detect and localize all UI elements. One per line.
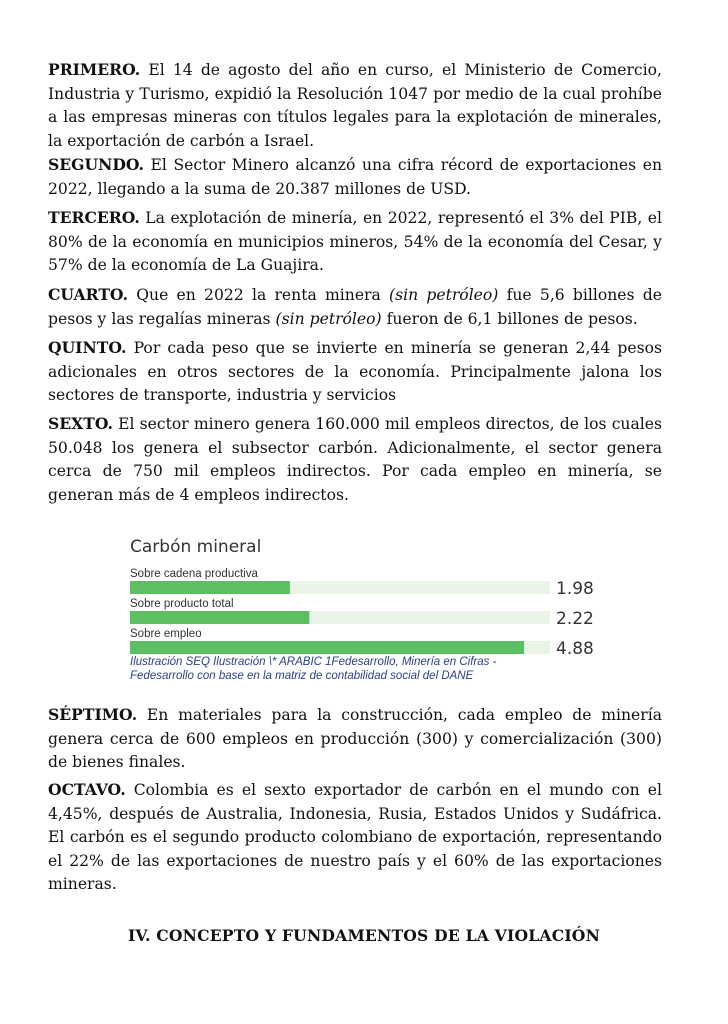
bar xyxy=(130,641,524,654)
paragraph-septimo xyxy=(48,703,662,775)
paragraph-label: CUARTO. xyxy=(48,285,129,304)
paragraph-text: Que en 2022 la renta minera xyxy=(128,286,390,304)
paragraph-tercero xyxy=(48,206,662,278)
paragraph-text: La explotación de minería, en 2022, representó el 3% del PIB, el 80% de la economía en municipios mineros, 54% de la economía del Cesar, y 57% de la economía de La Guajira. xyxy=(48,209,662,275)
paragraph-segundo xyxy=(48,153,662,201)
section-heading: IV. CONCEPTO Y FUNDAMENTOS DE LA VIOLACIÓN xyxy=(127,926,601,945)
paragraph-label: QUINTO. xyxy=(48,338,127,357)
chart-title: Carbón mineral xyxy=(130,537,262,557)
figure-caption: Ilustración SEQ Ilustración \* ARABIC 1Fedesarrollo, Minería en Cifras - Fedesarrollo con base en la matriz de contabilidad social del DANE xyxy=(130,656,497,682)
chart-canvas xyxy=(126,533,594,655)
paragraph-label: OCTAVO. xyxy=(48,780,126,799)
paragraph-text: Colombia es el sexto exportador de carbón en el mundo con el 4,45%, después de Australia, Indonesia, Rusia, Estados Unidos y Sudáfrica. El carbón es el segundo producto colombiano de exportación, representando el 22% de las exportaciones de nuestro país y el 60% de las exportaciones mineras. xyxy=(48,781,662,894)
category-label: Sobre producto total xyxy=(130,598,234,610)
category-label: Sobre cadena productiva xyxy=(130,568,258,580)
paragraph-text: fue 5,6 billones de pesos y las regalías mineras xyxy=(48,286,662,328)
paragraph-text: En materiales para la construcción, cada empleo de minería genera cerca de 600 empleos en producción (300) y comercialización (300) de bienes finales. xyxy=(48,706,662,772)
paragraph-text: El Sector Minero alcanzó una cifra récord de exportaciones en 2022, llegando a la suma de 20.387 millones de USD. xyxy=(48,156,662,198)
paragraph-octavo xyxy=(48,778,662,897)
paragraph-label: SEXTO. xyxy=(48,414,113,433)
paragraph-primero xyxy=(48,58,662,153)
value-label: 2.22 xyxy=(556,609,594,629)
paragraph-sexto xyxy=(48,412,662,507)
paragraph-label: PRIMERO. xyxy=(48,60,141,79)
value-label: 4.88 xyxy=(556,639,594,655)
bar xyxy=(130,611,309,624)
paragraph-label: SEGUNDO. xyxy=(48,155,144,174)
bar xyxy=(130,581,290,594)
paragraph-label: TERCERO. xyxy=(48,208,140,227)
italic-text: (sin petróleo) xyxy=(389,286,499,304)
paragraph-text: Por cada peso que se invierte en minería se generan 2,44 pesos adicionales en otros sectores de la economía. Principalmente jalona los sectores de transporte, industria y servicios xyxy=(48,339,662,405)
italic-text: (sin petróleo) xyxy=(275,309,382,328)
paragraph-cuarto xyxy=(48,283,662,331)
paragraph-label: SÉPTIMO. xyxy=(48,705,138,724)
paragraph-quinto xyxy=(48,336,662,408)
category-label: Sobre empleo xyxy=(130,628,202,640)
paragraph-text: El sector minero genera 160.000 mil empleos directos, de los cuales 50.048 los genera el subsector carbón. Adicionalmente, el sector genera cerca de 750 mil empleos indirectos. Por cada empleo en minería, se generan más de 4 empleos indirectos. xyxy=(48,415,662,504)
carbon-mineral-chart xyxy=(126,533,594,663)
paragraph-text: fueron de 6,1 billones de pesos. xyxy=(381,309,638,328)
paragraph-text: El 14 de agosto del año en curso, el Ministerio de Comercio, Industria y Turismo, expidió la Resolución 1047 por medio de la cual prohíbe a las empresas mineras con títulos legales para la explotación de minerales, la exportación de carbón a Israel. xyxy=(48,61,662,150)
value-label: 1.98 xyxy=(556,579,594,599)
